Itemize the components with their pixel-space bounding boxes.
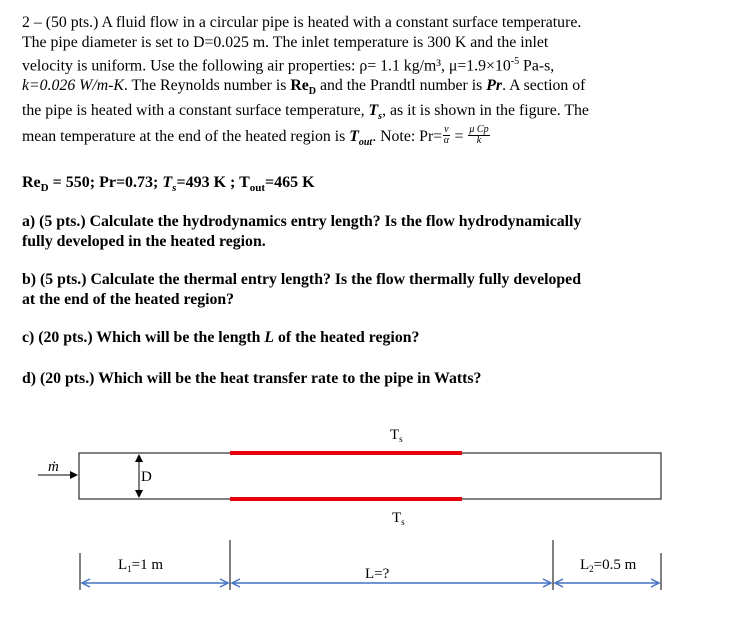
problem-line-1: 2 – (50 pts.) A fluid flow in a circular pipe is heated with a constant surface temperature. <box>22 14 582 31</box>
problem-line-2: The pipe diameter is set to D=0.025 m. The inlet temperature is 300 K and the inlet <box>22 33 549 51</box>
diameter-arrow-bottom <box>135 490 143 498</box>
problem-line-4: k=0.026 W/m-K. The Reynolds number is $Re_D$ and the Prandtl number is Pr. A section of <box>22 76 586 97</box>
fraction-nu-over-alpha: $\frac{\nu}{\alpha}$ <box>443 124 449 147</box>
given-values: $Re_D = 550$; Pr=0.73; $T_s=493$ K ; $T_{out}=465$ K <box>22 174 315 195</box>
question-c: c) (20 pts.) Which will be the length L of the heated region? <box>22 329 420 346</box>
length-l1-label: $L_1=1$ m <box>118 557 164 574</box>
question-a: a) (5 pts.) Calculate the hydrodynamics entry length? Is the flow hydrodynamically fully developed in the heated region. <box>22 213 582 250</box>
surface-temp-bottom-label: $T_s$ <box>392 510 405 527</box>
problem-line-3: velocity is uniform. Use the following air properties: ρ= 1.1 kg/m³, $\mu=1.9\times 10^{-5}$ Pa-s, <box>22 56 555 75</box>
fraction-mucp-over-k: $\frac{\text{μ Cp}}{k}$ <box>469 124 489 147</box>
surface-temp-top-label: $T_s$ <box>390 427 403 444</box>
problem-line-6: mean temperature at the end of the heated region is $T_{out}$. Note: Pr= $\frac{\nu}{\alpha}$ = $\frac{\text{μ Cp}}{k}$ <box>22 124 489 149</box>
diameter-label: D <box>141 469 152 485</box>
pipe-outline <box>79 453 661 499</box>
length-l2-label: $L_2=0.5$ m <box>580 557 637 574</box>
problem-line-5: the pipe is heated with a constant surface temperature, $T_s$, as it is shown in the figure. The <box>22 102 589 123</box>
question-b: b) (5 pts.) Calculate the thermal entry length? Is the flow thermally fully developed at the end of the heated region? <box>22 271 581 308</box>
mass-flow-label: ṁ <box>48 459 59 475</box>
problem-number: 2 – (50 pts.) <box>22 14 99 31</box>
length-l-label: L=? <box>365 566 390 582</box>
question-d: d) (20 pts.) Which will be the heat transfer rate to the pipe in Watts? <box>22 370 482 387</box>
